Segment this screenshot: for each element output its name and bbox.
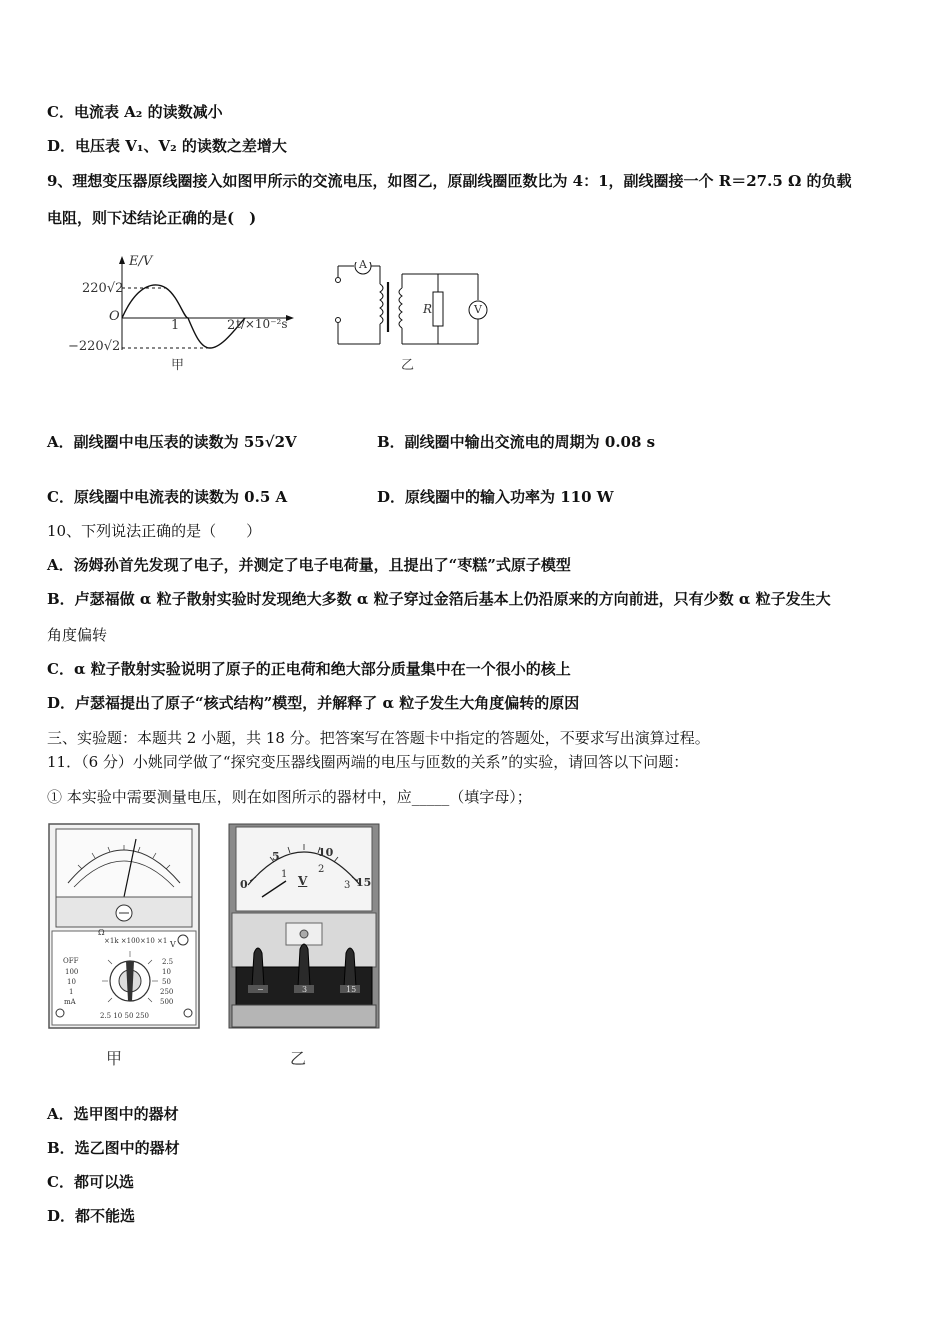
q9-jia-y-axis-label: E/V: [129, 254, 153, 269]
q8-option-c: C．电流表 A₂ 的读数减小: [47, 103, 223, 121]
q9-jia-x-axis-label: t/×10⁻²s: [236, 317, 288, 331]
multimeter-right-scale-250: 250: [160, 988, 174, 996]
q9-yi-resistor-label: R: [423, 302, 433, 316]
voltmeter-inner-2: 2: [318, 864, 325, 875]
q11-option-a: A．选甲图中的器材: [47, 1105, 179, 1123]
q11-option-d: D．都不能选: [47, 1207, 136, 1225]
q9-jia-caption: 甲: [171, 358, 185, 373]
voltmeter-tick-15: 15: [356, 876, 372, 889]
voltmeter-tick-0: 0: [240, 878, 248, 891]
multimeter-ma-label: mA: [64, 998, 76, 1006]
q11-voltmeter-image: [228, 823, 380, 1029]
multimeter-left-scale-100: 100: [65, 968, 79, 976]
voltmeter-terminal-3: 3: [302, 985, 308, 994]
voltmeter-terminal-minus: −: [257, 985, 264, 994]
q10-option-a: A．汤姆孙首先发现了电子，并测定了电子电荷量，且提出了“枣糕”式原子模型: [47, 556, 571, 574]
multimeter-off-label: OFF: [63, 957, 79, 965]
voltmeter-tick-10: 10: [318, 846, 334, 859]
q9-jia-tick-1: 1: [171, 318, 180, 333]
voltmeter-tick-5: 5: [272, 850, 280, 863]
multimeter-right-scale-500: 500: [160, 998, 174, 1006]
q9-jia-bottom-value: −220√2: [68, 339, 121, 354]
q10-option-b-line1: B．卢瑟福做 α 粒子散射实验时发现绝大多数 α 粒子穿过金箔后基本上仍沿原来的方向前进，只有少数 α 粒子发生大: [47, 590, 831, 608]
q9-jia-tick-2: 2: [227, 318, 236, 333]
voltmeter-terminal-15: 15: [346, 985, 357, 994]
q9-stem-line1: 9、理想变压器原线圈接入如图甲所示的交流电压，如图乙，原副线圈匝数比为 4：1，副线圈接一个 R＝27.5 Ω 的负载: [47, 172, 852, 190]
q11-option-c: C．都可以选: [47, 1173, 134, 1191]
q11-sub-question-1: ① 本实验中需要测量电压，则在如图所示的器材中，应_____（填字母）；: [47, 788, 532, 806]
q11-caption-jia: 甲: [106, 1049, 123, 1068]
multimeter-right-scale-10: 10: [162, 968, 171, 976]
q11-option-b: B．选乙图中的器材: [47, 1139, 180, 1157]
q9-stem-line2: 电阻，则下述结论正确的是( ): [47, 209, 257, 227]
section-3-heading: 三、实验题：本题共 2 小题，共 18 分。把答案写在答题卡中指定的答题处，不要求写出演算过程。: [47, 729, 710, 747]
q10-option-c: C．α 粒子散射实验说明了原子的正电荷和绝大部分质量集中在一个很小的核上: [47, 660, 571, 678]
q9-yi-ammeter-label: A: [359, 258, 367, 271]
multimeter-left-scale-10: 10: [67, 978, 76, 986]
q9-yi-caption: 乙: [401, 358, 415, 373]
multimeter-range-label: ×1k ×100×10 ×1: [104, 937, 168, 945]
q10-option-d: D．卢瑟福提出了原子“核式结构”模型，并解释了 α 粒子发生大角度偏转的原因: [47, 694, 580, 712]
q10-option-b-line2: 角度偏转: [47, 626, 108, 644]
voltmeter-v-symbol: V: [298, 874, 308, 888]
q9-option-d: D．原线圈中的输入功率为 110 W: [377, 488, 614, 506]
q9-option-a: A．副线圈中电压表的读数为 55√2V: [47, 433, 297, 451]
q9-jia-origin: O: [109, 309, 120, 324]
multimeter-right-scale-50: 50: [162, 978, 171, 986]
multimeter-ohm-label: Ω: [98, 928, 105, 937]
multimeter-bottom-scale: 2.5 10 50 250: [100, 1012, 149, 1020]
q9-option-c: C．原线圈中电流表的读数为 0.5 A: [47, 488, 288, 506]
q10-stem: 10、下列说法正确的是（ ）: [47, 522, 262, 540]
voltmeter-inner-3: 3: [344, 880, 351, 891]
voltmeter-inner-1: 1: [281, 869, 288, 880]
q11-stem: 11．（6 分）小姚同学做了“探究变压器线圈两端的电压与匝数的关系”的实验，请回答以下问题：: [47, 753, 689, 771]
q8-option-d: D．电压表 V₁、V₂ 的读数之差增大: [47, 137, 287, 155]
q9-yi-voltmeter-label: V: [474, 303, 482, 316]
multimeter-left-scale-1: 1: [69, 988, 74, 996]
multimeter-right-scale-2-5: 2.5: [162, 958, 174, 966]
q11-caption-yi: 乙: [290, 1049, 307, 1068]
multimeter-v-label: V: [170, 940, 176, 949]
q9-option-b: B．副线圈中输出交流电的周期为 0.08 s: [377, 433, 656, 451]
q9-jia-top-value: 220√2: [82, 281, 124, 296]
